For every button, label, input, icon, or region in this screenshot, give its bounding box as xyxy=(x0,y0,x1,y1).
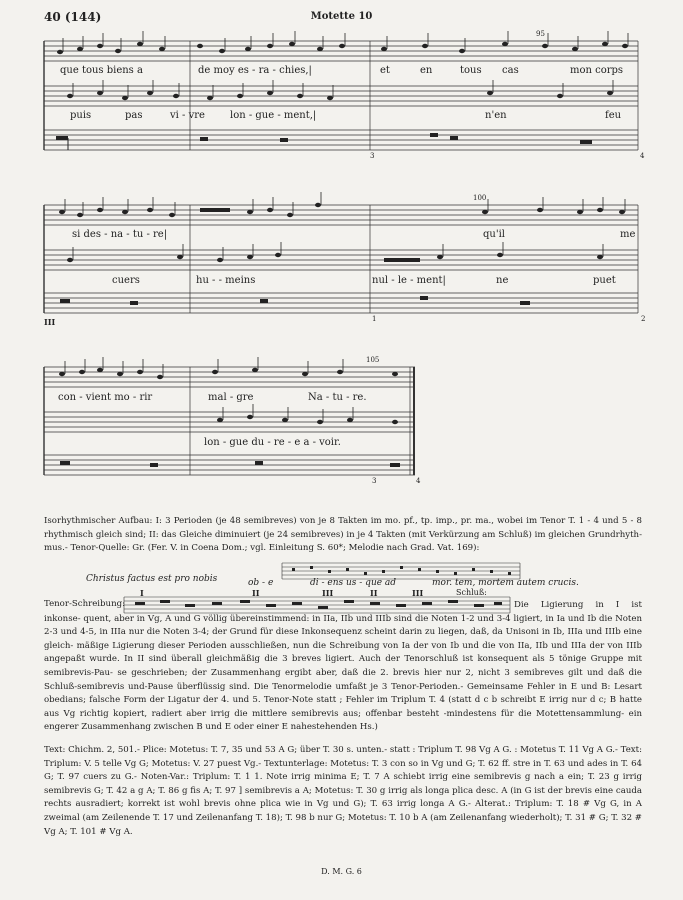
page-header-title: Motette 10 xyxy=(310,11,373,22)
bar-number-3: 3 xyxy=(370,152,375,160)
lyric-s1-6: cas xyxy=(502,65,519,76)
measure-number-105: 105 xyxy=(366,356,380,364)
incipit-text-1: Christus factus est pro nobis xyxy=(86,574,218,584)
bar-number-4: 4 xyxy=(640,152,645,160)
page-header-left: 40 (144) xyxy=(44,10,102,24)
incipit-text-3: di - ens us - que ad xyxy=(310,578,397,588)
lyric-s1-12: n'en xyxy=(485,110,507,121)
lyric-s2-3: me xyxy=(620,229,636,240)
tenor-schreibung-label: Tenor-Schreibung: xyxy=(44,599,126,609)
text-notes-paragraph: Text: Chichm. 2, 501.- Plice: Motetus: T. 7, 35 und 53 A G; über T. 30 s. unten.- statt : Triplum T. 98 Vg A G. : Motetus T. 11 Vg A G.- Text: Triplum: V. 5 telle Vg G; Motetus: V. 27 puest Vg.- Textunterlage: Motetus: T. 3 con so in Vg und G; T. 62 ff. stre in T. 63 und ades in T. 64 G; T. 97 cuers zu G.- Noten-Var.: Triplum: T. 1 1. Note irrig minima E; T. 7 A schiebt irrig eine semibrevis g nach a ein; T. 23 g irrig semibrevis G; T. 42 a g A; T. 86 g fis A; T. 97 ] semibrevis a A; Motetus: T. 30 g irrig als longa plica desc. A (in G ist der brevis eine cauda rechts ausradiert; korrekt ist wohl brevis ohne plica wie in Vg und G); T. 63 irrig longa A G.- Alterat.: Triplum: T. 18 # Vg G, in A zweimal (am Zeilenende T. 17 und Zeilenanfang T. 18); T. 98 b nur G; Motetus: T. 10 b A (am Zeilenanfang wiederholt); T. 31 # G; T. 32 # Vg A; T. 101 # Vg A. xyxy=(44,745,642,837)
tenor-marker-4: II xyxy=(370,588,378,598)
tenor-marker-3: III xyxy=(322,588,334,598)
page-footer: D. M. G. 6 xyxy=(321,867,362,876)
incipit-text-2: ob - e xyxy=(248,578,274,588)
lyric-s2-8: puet xyxy=(593,275,616,286)
tenor-marker-2: II xyxy=(252,588,260,598)
lyric-s2-1: si des - na - tu - re| xyxy=(72,229,168,240)
tenor-marker-1: I xyxy=(140,588,144,598)
lyric-s2-6: nul - le - ment| xyxy=(372,275,446,286)
measure-number-100: 100 xyxy=(473,194,487,202)
lyric-s1-4: en xyxy=(420,65,433,76)
lyric-s2-5: hu - - meins xyxy=(196,275,256,286)
lyric-s2-4: cuers xyxy=(112,275,140,286)
tenor-marker-5: III xyxy=(412,588,424,598)
lyric-s3-4: lon - gue du - re - e a - voir. xyxy=(204,437,341,448)
lyric-s3-1: con - vient mo - rir xyxy=(58,392,153,403)
bar-number-1: 1 xyxy=(372,315,377,323)
lyric-s1-1: que tous biens a xyxy=(60,65,143,76)
lyric-s1-2: de moy es - ra - chies,| xyxy=(198,65,312,76)
lyric-s3-3: Na - tu - re. xyxy=(308,392,367,403)
part-label-iii: III xyxy=(44,317,56,327)
lyric-s1-10: vi - vre xyxy=(170,110,205,121)
lyric-s3-2: mal - gre xyxy=(208,392,254,403)
bar-number-2: 2 xyxy=(641,315,646,323)
lyric-s1-5: tous xyxy=(460,65,482,76)
lyric-s1-3: et xyxy=(380,65,390,76)
incipit-text-4: mor. tem, mortem autem crucis. xyxy=(432,578,579,588)
tenor-marker-schluss: Schluß: xyxy=(456,588,487,597)
lyric-s1-7: mon corps xyxy=(570,65,624,76)
lyric-s1-9: pas xyxy=(125,110,143,121)
tenor-paragraph: Die Ligierung in I ist inkonse- quent, aber in Vg, A und G völlig übereinstimmend: in IIa, IIb und IIIb sind die Noten 1-2 und 3-4 ligiert, in Ia und Ib die Noten 2-3 und 4-5, in IIIa nur die Noten 3-4; der Grund für diese Inkonsequenz scheint darin zu liegen, daß, da Unisoni in Ib, IIIa und IIIb eine gleich- mäßige Ligierung dieser Perioden ausschließen, nun die Schreibung von Ia der von Ib und die von IIa, IIb und IIIa der von IIIb angepaßt wurde. In II sind überall gleichmäßig die 3 breves ligiert. Auch der Tenorschluß ist konsequent als 5 tönige Gruppe mit semibrevis-Pau- se geschrieben; der Zusammenhang ergibt aber, daß die 2. brevis hier nur 2, nicht 3 semibreves gilt und daß die Schluß-semibrevis und-Pause überflüssig sind. Die Tenormelodie umfaßt je 3 Tenor-Perioden.- Gemeinsame Fehler in E und B: Lesart obedians; falsche Form der Ligatur der 4. und 5. Tenor-Note statt ; Fehler im Triplum T. 4 (statt d c b schreibt E irrig nur d c; B hatte aus Vg richtig kopiert, radiert aber irrig die mittlere semibrevis aus; offenbar besteht -mindestens für die Motettensammlung- ein engerer Zusammenhang zwischen B und E oder einer E nahestehenden Hs.) xyxy=(44,600,642,733)
isorhythm-paragraph: Isorhythmischer Aufbau: I: 3 Perioden (je 48 semibreves) von je 8 Takten im mo. pf., tp. imp., pr. ma., wobei im Tenor T. 1 - 4 und 5 - 8 rhythmisch gleich sind; II: das Gleiche diminuiert (je 24 semibreves) in je 4 Takten (mit Verkürzung am Schluß) im gleichen Grundrhyth- mus.- Tenor-Quelle: Gr. (Fer. V. in Coena Dom.; vgl. Einleitung S. 60*; Melodie nach Grad. Vat. 169): xyxy=(44,516,642,554)
lyric-s2-2: qu'il xyxy=(483,229,505,240)
lyric-s2-7: ne xyxy=(496,275,509,286)
bar-number-3b: 3 xyxy=(372,477,377,485)
text-notes-block xyxy=(44,744,642,839)
lyric-s1-13: feu xyxy=(605,110,622,121)
measure-number-95: 95 xyxy=(536,30,545,38)
tenor-commentary-block xyxy=(44,599,642,735)
bar-number-4b: 4 xyxy=(416,477,421,485)
lyric-s1-8: puis xyxy=(70,110,92,121)
lyric-s1-11: lon - gue - ment,| xyxy=(230,110,317,121)
